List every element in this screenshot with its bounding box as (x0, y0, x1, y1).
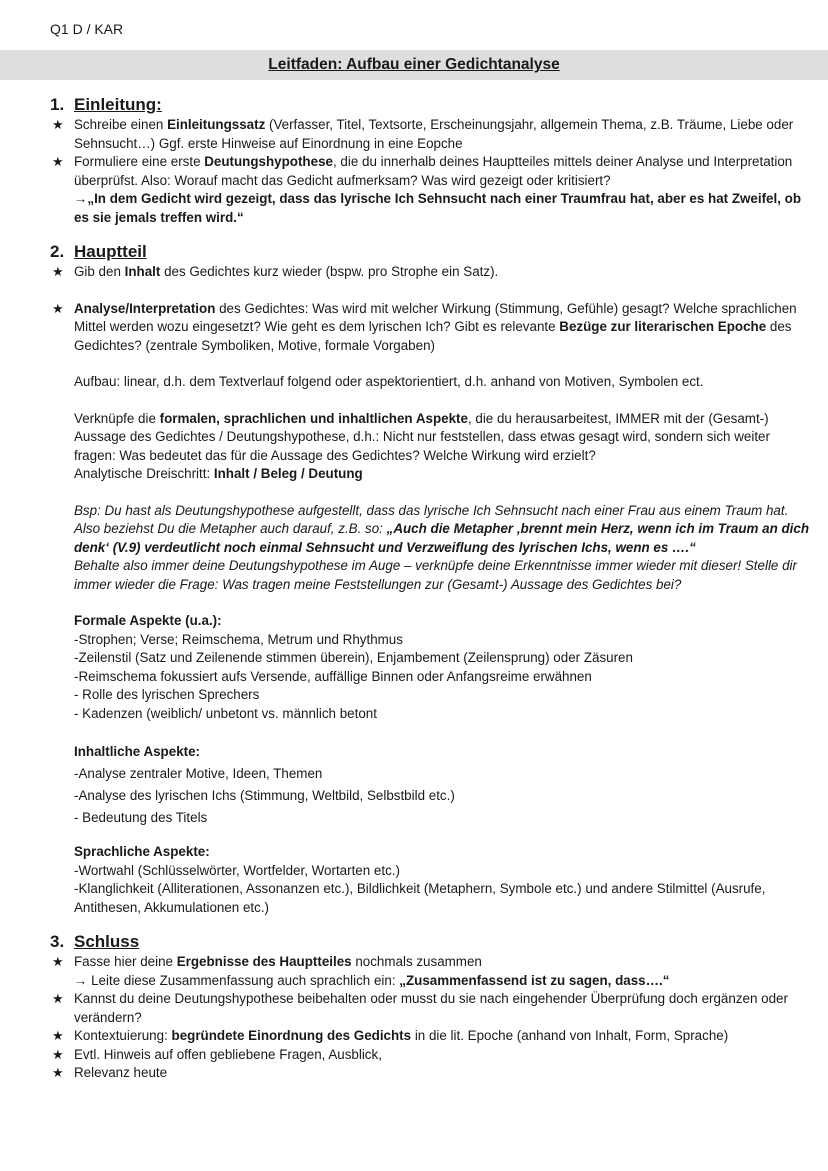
section-title: Schluss (74, 932, 140, 951)
text: in die lit. Epoche (anhand von Inhalt, Form, Sprache) (411, 1028, 729, 1043)
text: Kontextuierung: (74, 1028, 172, 1043)
star-bullet-icon: ★ (52, 1028, 64, 1043)
list-item: -Reimschema fokussiert aufs Versende, auffällige Binnen oder Anfangsreime erwähnen (74, 668, 592, 684)
subheading: Inhaltliche Aspekte: (74, 744, 201, 759)
list-item (50, 116, 810, 153)
list-item: - Bedeutung des Titels (74, 810, 208, 825)
text: Formuliere eine erste (74, 154, 205, 169)
text: Verknüpfe die (74, 410, 160, 426)
text: des Gedichtes? (zentrale Symboliken, Motive, formale Vorgaben) (74, 319, 792, 353)
bold-text: Inhalt (124, 264, 161, 279)
star-bullet-icon: ★ (52, 991, 64, 1006)
list-item: - Rolle des lyrischen Sprechers (74, 687, 260, 702)
list-item: -Klanglichkeit (Alliterationen, Assonanzen etc.), Bildlichkeit (Metaphern, Symbole etc.) und andere Stilmittel (Ausrufe, Antithesen, Akkumulationen etc.) (74, 881, 766, 915)
list-item: -Analyse des lyrischen Ichs (Stimmung, Weltbild, Selbstbild etc.) (74, 788, 455, 803)
page-title: Leitfaden: Aufbau einer Gedichtanalyse (268, 56, 560, 73)
section-heading-schluss (50, 931, 810, 953)
course-code: Q1 D / KAR (50, 21, 124, 37)
list-item (50, 153, 810, 227)
star-bullet-icon: ★ (52, 154, 64, 169)
content-aspects (50, 741, 810, 829)
text: Schreibe einen (74, 117, 168, 132)
text: Fasse hier deine (74, 954, 177, 969)
language-aspects (50, 843, 810, 917)
bold-text: →„In dem Gedicht wird gezeigt, dass das lyrische Ich Sehnsucht nach einer Traumfrau hat, aber es hat Zweifel, ob es sie jemals treffen wird.“ (74, 191, 802, 225)
subheading: Formale Aspekte (u.a.): (74, 613, 222, 628)
text: Kannst du deine Deutungshypothese beibehalten oder musst du sie nach eingehender Überprüfung doch ergänzen oder verändern? (74, 991, 788, 1025)
star-bullet-icon: ★ (52, 1065, 64, 1080)
star-bullet-icon: ★ (52, 1046, 64, 1062)
text: Analytische Dreischritt: (74, 466, 214, 481)
list-item: -Zeilenstil (Satz und Zeilenende stimmen überein), Enjambement (Zeilensprung) oder Zäsuren (74, 650, 633, 665)
list-item: -Wortwahl (Schlüsselwörter, Wortfelder, Wortarten etc.) (74, 862, 400, 878)
list-item: - Kadenzen (weiblich/ unbetont vs. männlich betont (74, 705, 377, 721)
section-heading-einleitung (50, 94, 810, 116)
list-item (50, 1064, 810, 1083)
text: des Gedichtes: Was wird mit welcher Wirkung (Stimmung, Gefühle) gesagt? Welche sprachlichen Mittel werden wozu eingesetzt? Wie geht es dem lyrischen Ich? Gibt es relevante (74, 300, 797, 334)
list-item (50, 953, 810, 990)
example-hypothesis (74, 190, 810, 227)
aufbau-paragraph: Aufbau: linear, d.h. dem Textverlauf folgend oder aspektorientiert, d.h. anhand von Motiven, Symbolen ect. (74, 374, 704, 389)
list-item: -Strophen; Verse; Reimschema, Metrum und Rhythmus (74, 631, 403, 647)
section-number: 2. (50, 242, 65, 261)
text: nochmals zusammen (351, 954, 482, 969)
italic-text: Bsp: Du hast als Deutungshypothese aufgestellt, dass das lyrische Ich Sehnsucht nach einer Frau aus einem Traum hat. Also beziehst Du die Metapher auch darauf, z.B. so: (74, 502, 789, 536)
text: , die du innerhalb deines Hauptteiles mittels deiner Analyse und Interpretation überprüfst. Also: Worauf macht das Gedicht aufmerksam? Was wird gezeigt oder kritisiert? (74, 154, 793, 188)
title-bar (0, 50, 828, 80)
formal-aspects (50, 612, 810, 723)
section-number: 1. (50, 95, 65, 114)
bold-italic-text: „Auch die Metapher ‚brennt mein Herz, wenn ich im Traum an dich denk‘ (V.9) verdeutlicht noch einmal Sehnsucht und Verzweiflung des lyrischen Ichs, wenn es ….“ (74, 521, 809, 555)
list-item (50, 990, 810, 1027)
list-item: -Analyse zentraler Motive, Ideen, Themen (74, 766, 323, 781)
section-title: Hauptteil (74, 242, 147, 261)
star-bullet-icon: ★ (52, 300, 64, 316)
bold-text: Analyse/Interpretation (74, 300, 216, 316)
bold-text: begründete Einordnung des Gedichts (171, 1028, 412, 1043)
dreischritt-line (74, 465, 810, 484)
bold-text: Bezüge zur literarischen Epoche (559, 319, 767, 334)
section-number: 3. (50, 932, 65, 951)
list-item (50, 1046, 810, 1065)
summary-hint (74, 972, 810, 991)
bold-text: Einleitungssatz (167, 117, 266, 132)
bold-text: Ergebnisse des Hauptteiles (176, 954, 352, 969)
text: , die du herausarbeitest, IMMER mit der (Gesamt-) Aussage des Gedichtes / Deutungshypothese, d.h.: Nicht nur feststellen, dass etwas gesagt wird, sondern sich weiter fragen: Was bedeutet das für die Aussage des Gedichtes? Welche Wirkung wird erzielt? (74, 410, 770, 463)
text: Gib den (74, 264, 125, 279)
text: des Gedichtes kurz wieder (bspw. pro Strophe ein Satz). (160, 264, 499, 279)
example-paragraph (50, 502, 810, 595)
star-bullet-icon: ★ (52, 117, 64, 132)
star-bullet-icon: ★ (52, 264, 64, 279)
list-item (50, 300, 810, 356)
text: Evtl. Hinweis auf offen gebliebene Fragen, Ausblick, (74, 1046, 382, 1062)
star-bullet-icon: ★ (52, 954, 64, 969)
bold-text: Deutungshypothese (204, 154, 333, 169)
verknuepfe-paragraph (50, 410, 810, 484)
subheading: Sprachliche Aspekte: (74, 844, 210, 859)
text: (Verfasser, Titel, Textsorte, Erscheinungsjahr, allgemein Thema, z.B. Träume, Liebe oder Sehnsucht…) Ggf. erste Hinweise auf Einordnung in eine Eopche (74, 117, 794, 151)
text: Relevanz heute (74, 1065, 168, 1080)
list-item (50, 1027, 810, 1046)
bold-text: Inhalt / Beleg / Deutung (213, 466, 363, 481)
text: → Leite diese Zusammenfassung auch sprachlich ein: (74, 972, 400, 988)
bold-text: formalen, sprachlichen und inhaltlichen Aspekte (159, 410, 468, 426)
section-title: Einleitung: (74, 95, 162, 114)
document-body (50, 94, 810, 1083)
section-heading-hauptteil (50, 241, 810, 263)
italic-text: Behalte also immer deine Deutungshypothese im Auge – verknüpfe deine Erkenntnisse immer wieder mit dieser! Stelle dir immer wieder die Frage: Was tragen meine Feststellungen zur (Gesamt-) Aussage des Gedichtes bei? (74, 558, 797, 592)
list-item (50, 263, 810, 282)
bold-text: „Zusammenfassend ist zu sagen, dass….“ (399, 972, 670, 988)
